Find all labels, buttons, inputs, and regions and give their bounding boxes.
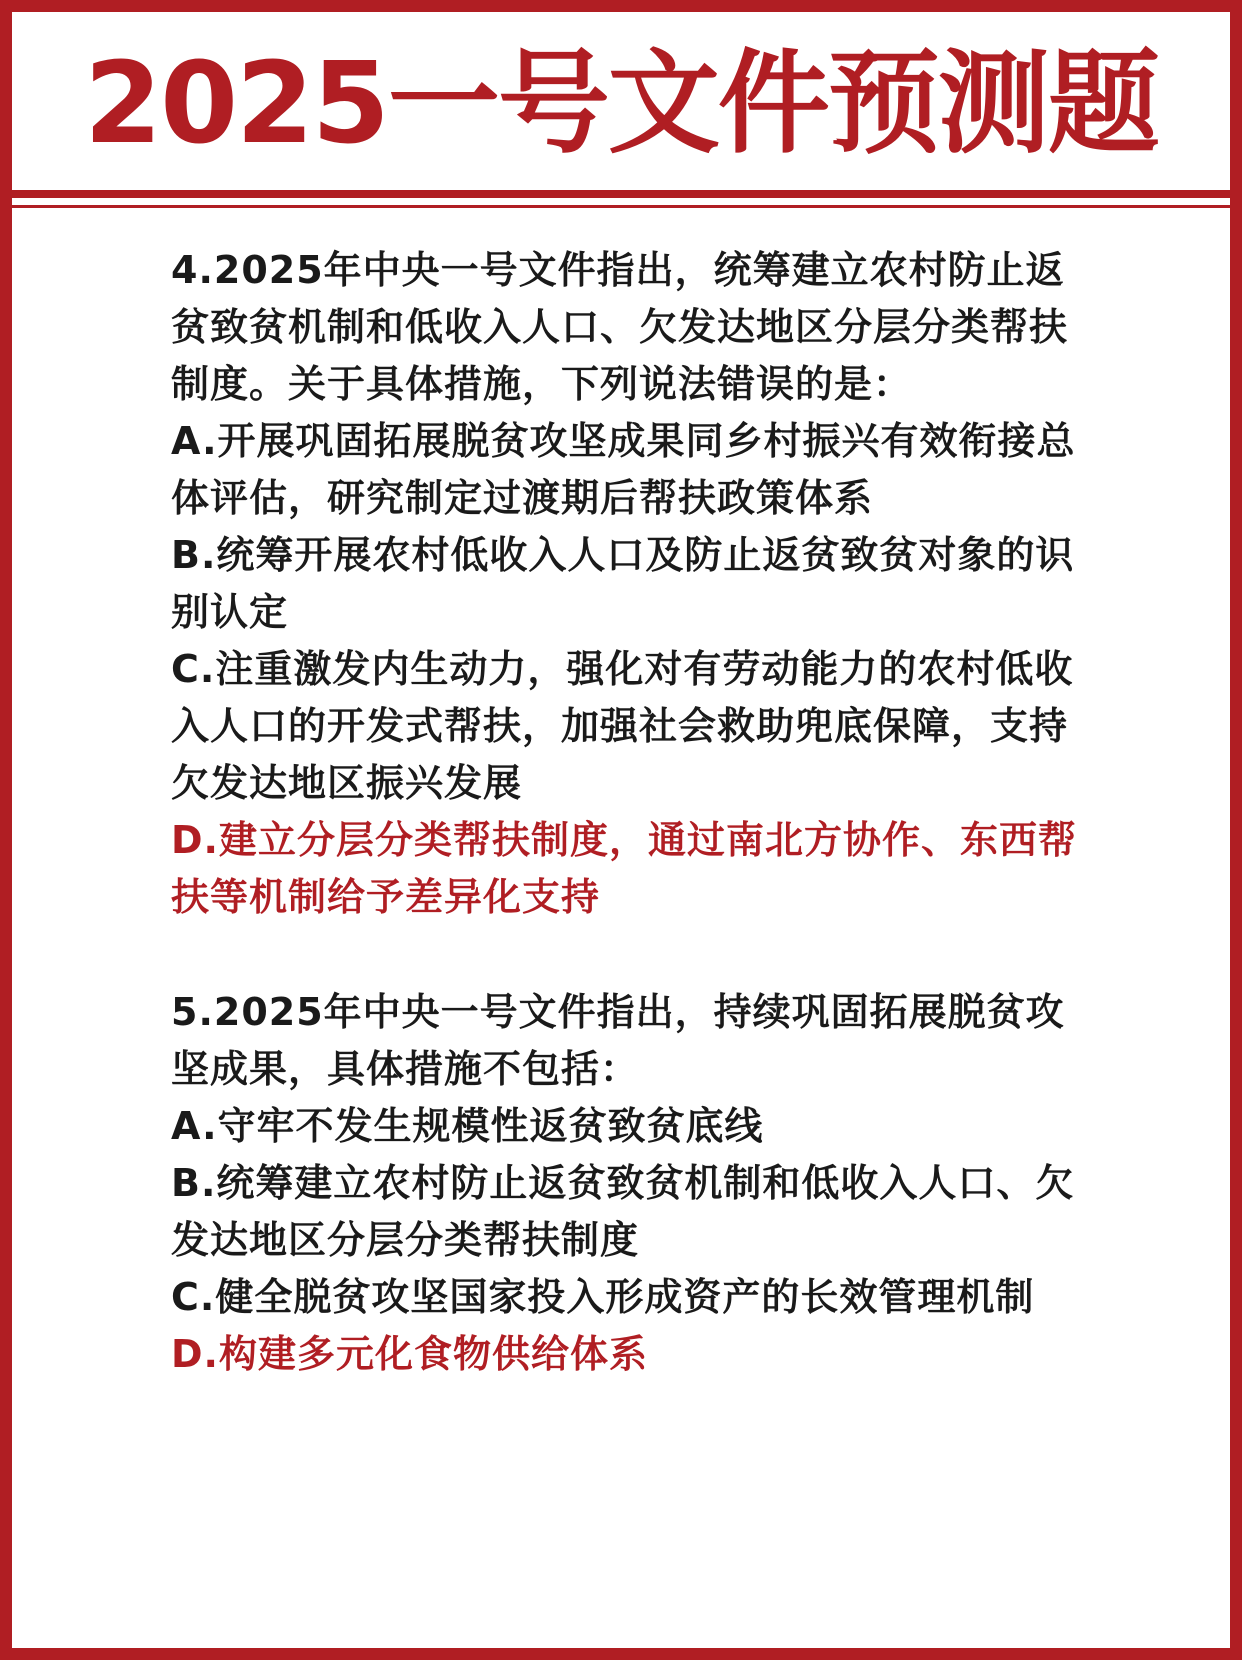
question-4 bbox=[171, 242, 1081, 926]
page-title: 2025一号文件预测题 bbox=[84, 39, 1158, 169]
question-list bbox=[171, 242, 1081, 1383]
option-d-answer: D.构建多元化食物供给体系 bbox=[171, 1332, 648, 1376]
option-a: A.开展巩固拓展脱贫攻坚成果同乡村振兴有效衔接总体评估，研究制定过渡期后帮扶政策体系 bbox=[171, 419, 1076, 520]
header-divider-thin bbox=[12, 205, 1230, 208]
option-b: B.统筹建立农村防止返贫致贫机制和低收入人口、欠发达地区分层分类帮扶制度 bbox=[171, 1161, 1075, 1262]
header-divider-thick bbox=[12, 190, 1230, 198]
question-stem: 5.2025年中央一号文件指出，持续巩固拓展脱贫攻坚成果，具体措施不包括： bbox=[171, 990, 1065, 1091]
option-b: B.统筹开展农村低收入人口及防止返贫致贫对象的识别认定 bbox=[171, 533, 1075, 634]
option-c: C.健全脱贫攻坚国家投入形成资产的长效管理机制 bbox=[171, 1275, 1035, 1319]
question-stem: 4.2025年中央一号文件指出，统筹建立农村防止返贫致贫机制和低收入人口、欠发达地区分层分类帮扶制度。关于具体措施，下列说法错误的是： bbox=[171, 248, 1069, 406]
header bbox=[12, 12, 1230, 190]
question-5 bbox=[171, 984, 1081, 1383]
option-c: C.注重激发内生动力，强化对有劳动能力的农村低收入人口的开发式帮扶，加强社会救助兜底保障，支持欠发达地区振兴发展 bbox=[171, 647, 1074, 805]
option-a: A.守牢不发生规模性返贫致贫底线 bbox=[171, 1104, 764, 1148]
option-d-answer: D.建立分层分类帮扶制度，通过南北方协作、东西帮扶等机制给予差异化支持 bbox=[171, 818, 1077, 919]
